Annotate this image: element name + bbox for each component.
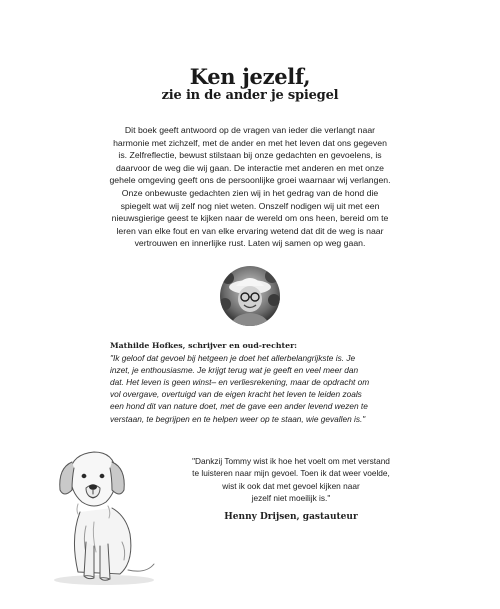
quote-line: "Dankzij Tommy wist ik hoe het voelt om met verstand (192, 456, 390, 466)
intro-line: Dit boek geeft antwoord op de vragen van ieder die verlangt naar (124, 125, 376, 135)
intro-line: spiegelt wat wij zelf nog niet weten. Onszelf nodigen wij uit met een (120, 200, 380, 211)
quote-line: een hond dit van nature doet, met de gave een ander levend wezen te (110, 401, 368, 412)
intro-line: harmonie met zichzelf, met de ander en met het leven dat ons gegeven (113, 137, 387, 148)
intro-line: is. Zelfreflectie, bewust stilstaan bij onze gedachten en gevoelens, is (118, 150, 382, 161)
quote-line: dat. Het leven is geen winst– en verliesrekening, maar de opdracht om (110, 377, 370, 388)
intro-line: nieuwsgierige geest te kijken naar de wereld om ons heen, bereid om te (111, 213, 389, 224)
quote-attribution: Mathilde Hofkes, schrijver en oud-rechter: (110, 341, 298, 350)
intro-line: Onze onbewuste gedachten zien wij in het gedrag van de hond die (121, 187, 379, 198)
page-title: Ken jezelf, (189, 64, 311, 89)
intro-line: gehele omgeving geeft ons de persoonlijke groei waarnaar wij verlangen. (109, 175, 391, 186)
quote-henny (186, 455, 396, 523)
quote-line: te luisteren naar mijn gevoel. Toen ik dat weer voelde, (192, 468, 390, 479)
quote-line: "Ik geloof dat gevoel bij hetgeen je doet het allerbelangrijkste is. Je (110, 353, 356, 364)
intro-paragraph (108, 124, 392, 250)
intro-line: leren van elke fout en van elke ervaring wetend dat dit de weg is naar (116, 225, 384, 236)
intro-line: daarvoor de weg die wij gaan. De interactie met anderen en met onze (115, 162, 385, 173)
quote-line: inzet, je enthousiasme. Je krijgt terug wat je geeft en veel meer dan (110, 365, 359, 376)
portrait-photo (220, 266, 280, 326)
quote-author: Henny Drijsen, gastauteur (224, 512, 358, 523)
quote-line: jezelf niet moeilijk is." (251, 492, 331, 503)
intro-line: vertrouwen en innerlijke rust. Laten wij samen op weg gaan. (134, 238, 366, 249)
dog-illustration (42, 442, 164, 588)
page-subtitle: zie in de ander je spiegel (161, 88, 339, 103)
quote-line: verstaan, te begrijpen en te helpen weer op te staan, wie gevallen is." (110, 413, 366, 424)
quote-line: wist ik ook dat met gevoel kijken naar (222, 480, 360, 491)
quote-line: vol overgave, overtuigd van de eigen kracht het leven te leiden zoals (110, 389, 362, 400)
quote-mathilde (110, 340, 395, 425)
